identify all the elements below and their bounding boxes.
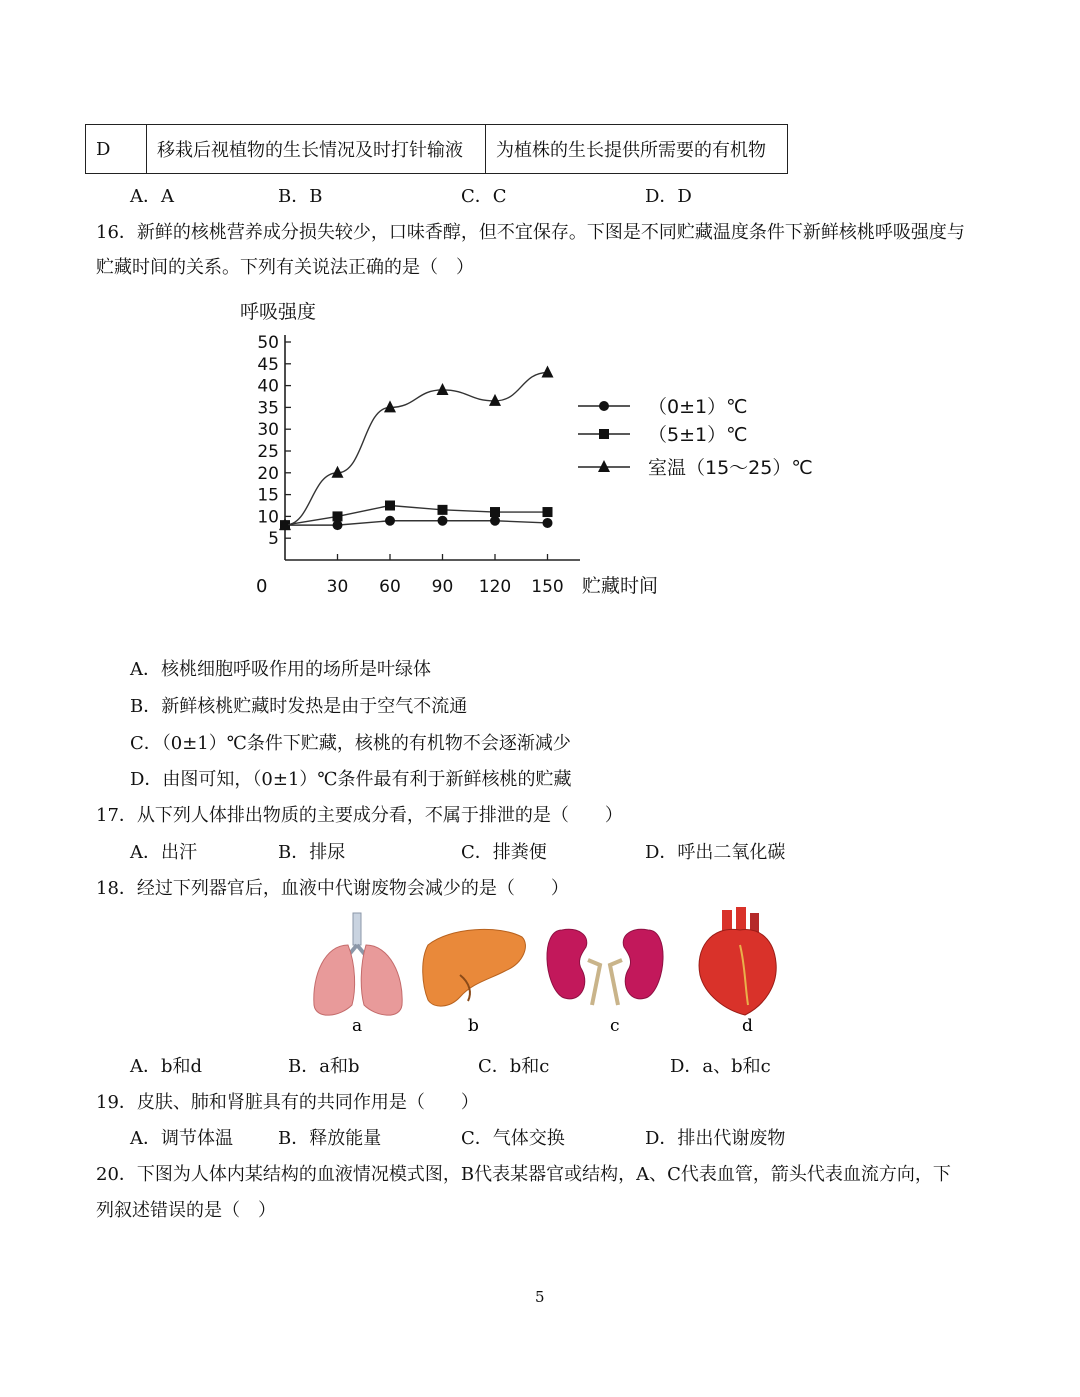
x-tick-label: 120 bbox=[478, 577, 512, 597]
legend-label: （0±1）℃ bbox=[648, 396, 748, 418]
q18-option-a[interactable]: A．b和d bbox=[130, 1056, 203, 1077]
series-line-circle bbox=[285, 521, 548, 525]
q16-option-d[interactable]: D．由图可知，（0±1）℃条件最有利于新鲜核桃的贮藏 bbox=[130, 769, 572, 790]
q19-option-a[interactable]: A．调节体温 bbox=[130, 1128, 233, 1149]
q16-stem-line2: 贮藏时间的关系。下列有关说法正确的是（ ） bbox=[96, 257, 474, 278]
q20-stem-line1: 20．下图为人体内某结构的血液情况模式图，B代表某器官或结构，A、C代表血管，箭头代表血流方向，下 bbox=[96, 1164, 951, 1185]
q16-option-c[interactable]: C．（0±1）℃条件下贮藏，核桃的有机物不会逐渐减少 bbox=[130, 733, 571, 754]
data-point-triangle bbox=[489, 394, 501, 406]
legend-marker-circle bbox=[599, 401, 609, 411]
q19-option-d[interactable]: D．排出代谢废物 bbox=[645, 1128, 786, 1149]
data-point-circle bbox=[438, 516, 448, 526]
series-line-square bbox=[285, 506, 548, 526]
q15-option-c[interactable]: C．C bbox=[461, 186, 507, 207]
data-point-square bbox=[438, 505, 448, 515]
heart-icon bbox=[699, 907, 776, 1015]
chart-ylabel: 呼吸强度 bbox=[240, 301, 317, 323]
q18-stem: 18．经过下列器官后，血液中代谢废物会减少的是（ ） bbox=[96, 878, 569, 899]
data-point-triangle bbox=[384, 400, 396, 412]
respiration-chart bbox=[230, 290, 870, 610]
x-tick-label: 60 bbox=[379, 577, 401, 597]
data-point-circle bbox=[543, 518, 553, 528]
q15-option-d[interactable]: D．D bbox=[645, 186, 692, 207]
organ-label-d: d bbox=[742, 1016, 753, 1036]
q20-stem-line2: 列叙述错误的是（ ） bbox=[96, 1200, 276, 1221]
legend-label: 室温（15～25）℃ bbox=[648, 457, 813, 479]
organ-label-c: c bbox=[610, 1016, 620, 1036]
chart-origin: 0 bbox=[256, 576, 268, 597]
data-point-square bbox=[490, 507, 500, 517]
lungs-icon bbox=[314, 913, 402, 1015]
table-row bbox=[86, 125, 788, 174]
answer-table bbox=[85, 124, 788, 174]
chart-xlabel: 贮藏时间 bbox=[582, 575, 659, 597]
table-cell-method: 移栽后视植物的生长情况及时打针输液 bbox=[147, 125, 486, 174]
y-tick-label: 10 bbox=[257, 507, 279, 528]
series-line-triangle bbox=[285, 373, 548, 526]
q19-option-c[interactable]: C．气体交换 bbox=[461, 1128, 565, 1149]
legend-marker-square bbox=[599, 429, 609, 439]
table-cell-purpose: 为植株的生长提供所需要的有机物 bbox=[486, 125, 788, 174]
page-number: 5 bbox=[535, 1288, 545, 1306]
y-tick-label: 35 bbox=[257, 398, 279, 419]
q16-stem-line1: 16．新鲜的核桃营养成分损失较少，口味香醇，但不宜保存。下图是不同贮藏温度条件下新鲜核桃呼吸强度与 bbox=[96, 222, 965, 243]
organ-label-a: a bbox=[352, 1016, 363, 1036]
legend-label: （5±1）℃ bbox=[648, 424, 748, 446]
y-tick-label: 40 bbox=[257, 376, 279, 397]
y-tick-label: 45 bbox=[257, 354, 279, 375]
organ-label-b: b bbox=[468, 1016, 479, 1036]
data-point-square bbox=[333, 511, 343, 521]
q17-option-a[interactable]: A．出汗 bbox=[130, 842, 197, 863]
data-point-circle bbox=[333, 520, 343, 530]
data-point-circle bbox=[490, 516, 500, 526]
data-point-triangle bbox=[542, 366, 554, 378]
data-point-square bbox=[385, 501, 395, 511]
q18-option-b[interactable]: B．a和b bbox=[288, 1056, 360, 1077]
y-tick-label: 30 bbox=[257, 420, 279, 441]
q16-option-a[interactable]: A．核桃细胞呼吸作用的场所是叶绿体 bbox=[130, 659, 431, 680]
data-point-square bbox=[543, 507, 553, 517]
q16-option-b[interactable]: B．新鲜核桃贮藏时发热是由于空气不流通 bbox=[130, 696, 468, 717]
q15-option-b[interactable]: B．B bbox=[278, 186, 323, 207]
x-tick-label: 90 bbox=[431, 577, 454, 597]
legend-marker-triangle bbox=[598, 460, 610, 472]
y-tick-label: 20 bbox=[257, 463, 279, 484]
q17-option-b[interactable]: B．排尿 bbox=[278, 842, 346, 863]
y-tick-label: 15 bbox=[257, 485, 279, 506]
q18-option-d[interactable]: D．a、b和c bbox=[670, 1056, 771, 1077]
liver-icon bbox=[423, 929, 526, 1006]
q18-option-c[interactable]: C．b和c bbox=[478, 1056, 550, 1077]
y-tick-label: 50 bbox=[257, 333, 279, 353]
q19-stem: 19．皮肤、肺和肾脏具有的共同作用是（ ） bbox=[96, 1092, 479, 1113]
table-cell-label: D bbox=[86, 125, 147, 174]
q15-option-a[interactable]: A．A bbox=[130, 186, 174, 207]
q17-option-d[interactable]: D．呼出二氧化碳 bbox=[645, 842, 786, 863]
q17-option-c[interactable]: C．排粪便 bbox=[461, 842, 547, 863]
y-tick-label: 25 bbox=[257, 442, 279, 462]
x-tick-label: 30 bbox=[326, 577, 349, 597]
data-point-circle bbox=[385, 516, 395, 526]
x-tick-label: 150 bbox=[531, 577, 564, 597]
kidneys-icon bbox=[547, 929, 663, 1005]
data-point-triangle bbox=[437, 383, 449, 395]
organ-figure bbox=[300, 905, 790, 1040]
q17-stem: 17．从下列人体排出物质的主要成分看，不属于排泄的是（ ） bbox=[96, 805, 623, 826]
y-tick-label: 5 bbox=[268, 529, 279, 550]
q19-option-b[interactable]: B．释放能量 bbox=[278, 1128, 382, 1149]
